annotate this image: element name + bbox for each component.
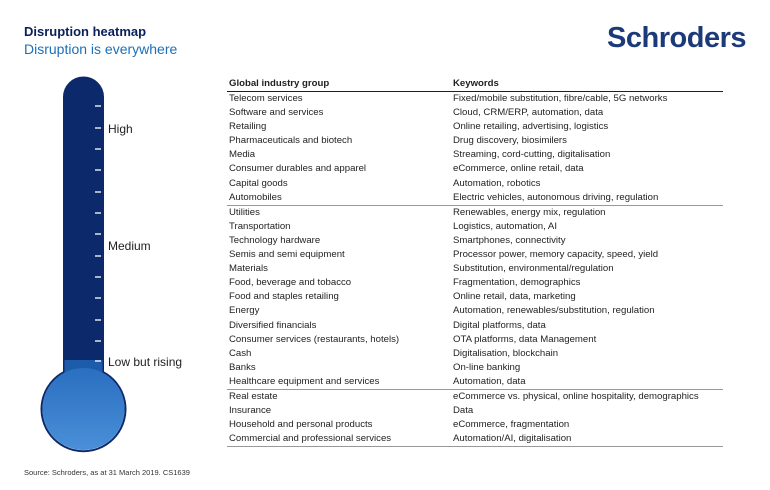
industry-group-cell: Media (229, 149, 256, 161)
schroders-logo: Schroders (607, 22, 746, 54)
keywords-cell: Digital platforms, data (453, 319, 546, 331)
table-row (227, 106, 723, 120)
table-row (227, 276, 723, 290)
source-note: Source: Schroders, as at 31 March 2019. CS1639 (24, 468, 190, 477)
thermometer (0, 0, 220, 460)
keywords-cell: eCommerce vs. physical, online hospitality, demographics (451, 389, 723, 404)
keywords-cell: Automation, data (453, 375, 526, 387)
industry-group-cell: Utilities (227, 205, 451, 220)
industry-group-cell: Healthcare equipment and services (229, 375, 380, 387)
keywords-cell: Renewables, energy mix, regulation (451, 205, 723, 220)
column-header-industry: Global industry group (227, 77, 451, 92)
industry-group-cell: Consumer services (restaurants, hotels) (229, 333, 400, 345)
industry-table (227, 77, 723, 447)
table-row (227, 120, 723, 134)
industry-group-cell: Diversified financials (229, 319, 317, 331)
thermometer-tube-dark (65, 78, 103, 360)
table-row (227, 290, 723, 304)
table-row (227, 148, 723, 162)
industry-group-cell: Retailing (229, 121, 267, 133)
thermometer-bulb (43, 368, 125, 450)
table-row (227, 220, 723, 234)
keywords-cell: Automation, robotics (453, 177, 541, 189)
table-row (227, 319, 723, 333)
table-row (227, 248, 723, 262)
table-row (227, 92, 723, 107)
keywords-cell: Logistics, automation, AI (453, 220, 557, 232)
table-row (227, 418, 723, 432)
industry-group-cell: Consumer durables and apparel (229, 163, 367, 175)
page-title: Disruption heatmap (24, 24, 147, 39)
table-header-row (227, 77, 723, 92)
keywords-cell: Streaming, cord-cutting, digitalisation (453, 149, 611, 161)
level-label-low: Low but rising (108, 355, 183, 369)
keywords-cell: Substitution, environmental/regulation (453, 263, 614, 275)
table-row (227, 375, 723, 390)
table-row (227, 177, 723, 191)
industry-group-cell: Food, beverage and tobacco (229, 277, 352, 289)
table-row (227, 432, 723, 447)
table-row (227, 191, 723, 206)
keywords-cell: On-line banking (453, 361, 521, 373)
industry-group-cell: Energy (229, 305, 260, 317)
table-row (227, 361, 723, 375)
keywords-cell: eCommerce, fragmentation (453, 419, 570, 431)
industry-group-cell: Real estate (227, 389, 451, 404)
table-row (227, 333, 723, 347)
industry-group-cell: Insurance (229, 405, 272, 417)
industry-group-cell: Household and personal products (229, 419, 373, 431)
keywords-cell: Automation, renewables/substitution, regulation (453, 305, 655, 317)
keywords-cell: Smartphones, connectivity (453, 234, 566, 246)
table-row (227, 234, 723, 248)
keywords-cell: Cloud, CRM/ERP, automation, data (453, 107, 604, 119)
industry-group-cell: Banks (229, 361, 256, 373)
industry-group-cell: Food and staples retailing (229, 291, 339, 303)
page-subtitle: Disruption is everywhere (24, 41, 178, 57)
industry-group-cell: Telecom services (229, 93, 303, 104)
industry-group-cell: Automobiles (229, 191, 282, 203)
keywords-cell: Fixed/mobile substitution, fibre/cable, 5G networks (453, 93, 668, 104)
keywords-cell: Automation/AI, digitalisation (451, 432, 723, 447)
table-row (227, 134, 723, 148)
industry-group-cell: Pharmaceuticals and biotech (229, 135, 353, 147)
table-row (227, 262, 723, 276)
industry-group-cell: Transportation (229, 220, 291, 232)
keywords-cell: Online retail, data, marketing (453, 291, 576, 303)
keywords-cell: Online retailing, advertising, logistics (453, 121, 609, 133)
keywords-cell: Fragmentation, demographics (453, 277, 581, 289)
keywords-cell: Drug discovery, biosimilers (453, 135, 567, 147)
table-row (227, 205, 723, 220)
industry-group-cell: Commercial and professional services (227, 432, 451, 447)
keywords-cell: Electric vehicles, autonomous driving, regulation (453, 191, 659, 203)
industry-group-cell: Cash (229, 347, 252, 359)
keywords-cell: Digitalisation, blockchain (453, 347, 559, 359)
keywords-cell: Data (453, 405, 474, 417)
industry-group-cell: Technology hardware (229, 234, 321, 246)
keywords-cell: eCommerce, online retail, data (453, 163, 584, 175)
table-row (227, 347, 723, 361)
industry-group-cell: Materials (229, 263, 268, 275)
level-label-high: High (108, 122, 133, 136)
industry-group-cell: Software and services (229, 107, 324, 119)
industry-group-cell: Capital goods (229, 177, 288, 189)
table-row (227, 304, 723, 318)
industry-group-cell: Semis and semi equipment (229, 249, 345, 261)
table-row (227, 162, 723, 176)
column-header-keywords: Keywords (451, 77, 723, 92)
level-label-medium: Medium (108, 239, 151, 253)
table-row (227, 404, 723, 418)
table-body (227, 92, 723, 447)
table-row (227, 389, 723, 404)
keywords-cell: Processor power, memory capacity, speed, yield (453, 249, 659, 261)
keywords-cell: OTA platforms, data Management (453, 333, 597, 345)
